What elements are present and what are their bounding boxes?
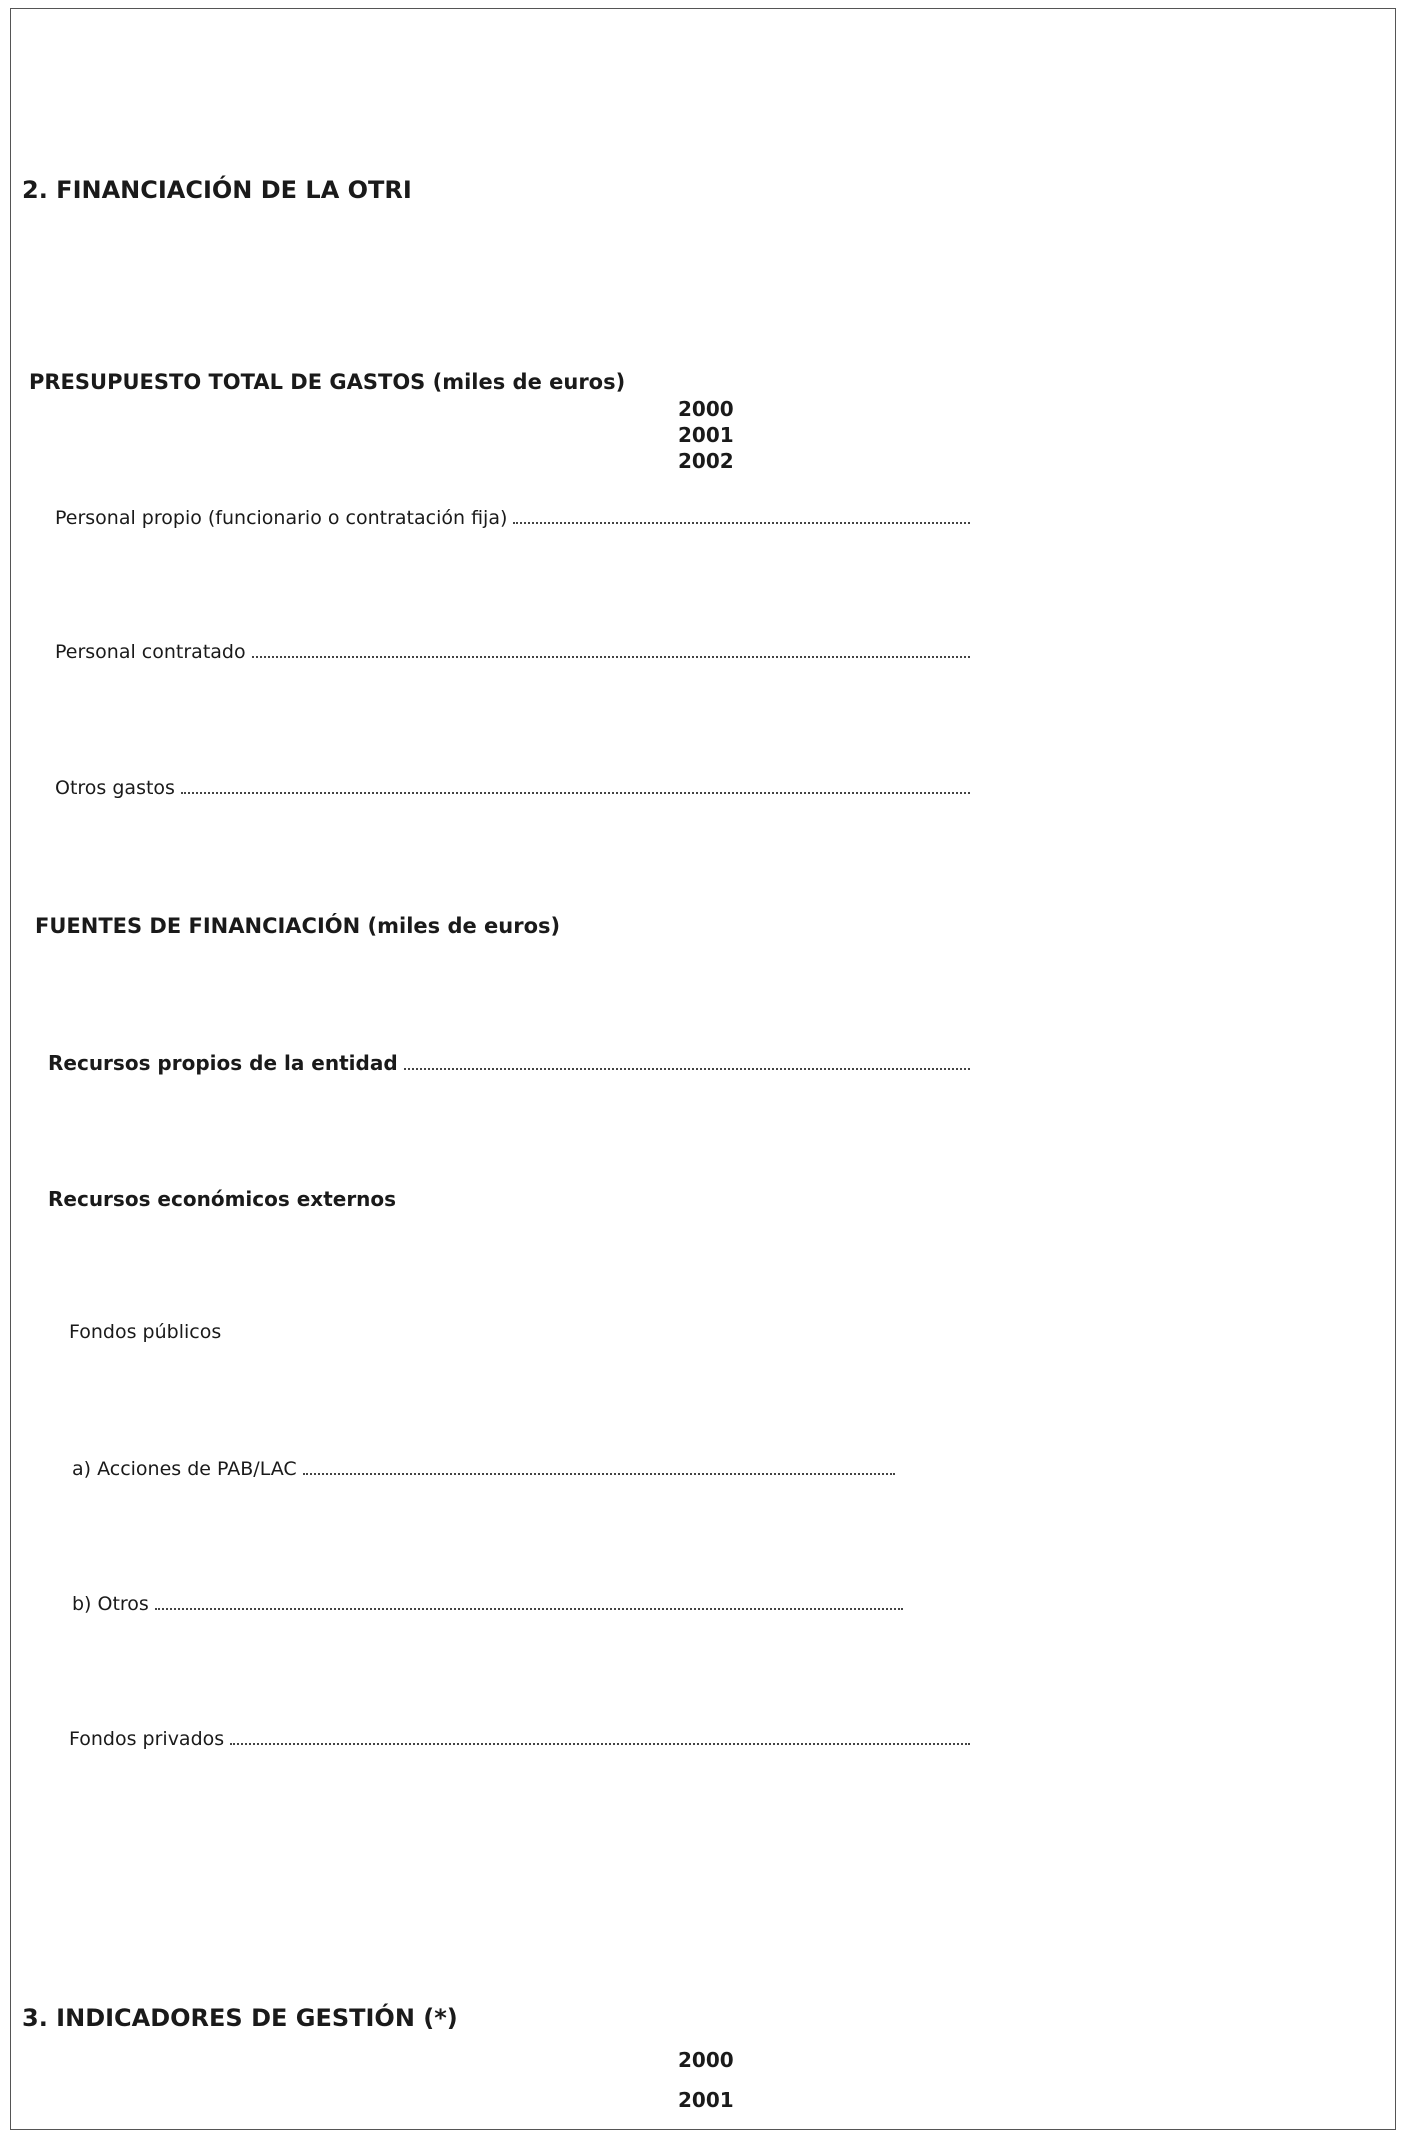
year-2002: 2002 [678,449,734,473]
external-resources-label: Recursos económicos externos [48,1187,397,1211]
budget-row-own-staff [55,507,970,529]
funding-row-public-a [72,1458,895,1480]
leader-dots [303,1473,895,1475]
section-2-title: 2. FINANCIACIÓN DE LA OTRI [22,176,412,204]
leader-dots [155,1608,903,1610]
leader-dots [252,656,970,658]
indicators-year-2000: 2000 [678,2048,734,2072]
year-2000: 2000 [678,397,734,421]
budget-row-label: Personal propio (funcionario o contratación fija) [55,507,508,529]
section-3-title: 3. INDICADORES DE GESTIÓN (*) [22,2004,458,2032]
budget-row-contract-staff [55,641,970,663]
funding-row-label: Fondos privados [69,1728,225,1750]
funding-row-public-b [72,1593,903,1615]
funding-row-label: a) Acciones de PAB/LAC [72,1458,297,1480]
leader-dots [230,1743,970,1745]
budget-heading: PRESUPUESTO TOTAL DE GASTOS (miles de euros) [29,370,626,394]
public-funds-label: Fondos públicos [69,1321,222,1343]
funding-heading: FUENTES DE FINANCIACIÓN (miles de euros) [35,914,561,938]
funding-row-private-funds [69,1728,970,1750]
leader-dots [181,792,970,794]
year-2001: 2001 [678,423,734,447]
budget-row-label: Personal contratado [55,641,246,663]
budget-row-label: Otros gastos [55,777,175,799]
indicators-year-2001: 2001 [678,2088,734,2112]
funding-row-label: b) Otros [72,1593,149,1615]
funding-row-label: Recursos propios de la entidad [48,1051,398,1075]
budget-row-other-expenses [55,777,970,799]
leader-dots [404,1068,970,1070]
leader-dots [513,522,970,524]
funding-row-own-resources [48,1051,970,1075]
